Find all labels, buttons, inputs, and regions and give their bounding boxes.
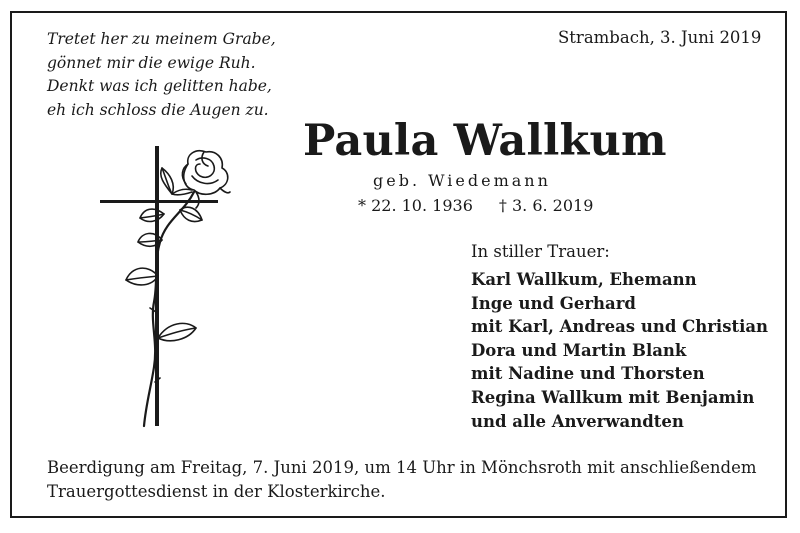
- place-date: Strambach, 3. Juni 2019: [558, 28, 762, 47]
- mourner-line: Inge und Gerhard: [471, 293, 636, 313]
- cross-with-rose-icon: [96, 142, 236, 436]
- deceased-name: Paula Wallkum: [303, 116, 667, 166]
- birth-date: * 22. 10. 1936: [358, 196, 473, 215]
- mourner-line: mit Karl, Andreas und Christian: [471, 317, 769, 337]
- poem-line: Denkt was ich gelitten habe,: [47, 77, 272, 96]
- mourner-line: Karl Wallkum, Ehemann: [471, 270, 697, 289]
- funeral-notice: [47, 456, 756, 503]
- life-dates: [358, 196, 593, 215]
- mourner-line: und alle Anverwandten: [471, 411, 684, 431]
- mourning-intro: In stiller Trauer:: [471, 242, 610, 261]
- funeral-line: Beerdigung am Freitag, 7. Juni 2019, um 14 Uhr in Mönchsroth mit anschließendem: [47, 458, 757, 477]
- mourner-line: mit Nadine und Thorsten: [471, 364, 705, 384]
- death-date: † 3. 6. 2019: [498, 196, 594, 215]
- poem: [47, 28, 276, 122]
- mourners-list: [471, 268, 768, 433]
- poem-line: eh ich schloss die Augen zu.: [47, 100, 269, 119]
- mourner-line: Dora und Martin Blank: [471, 340, 687, 360]
- funeral-line: Trauergottesdienst in der Klosterkirche.: [47, 481, 386, 501]
- poem-line: gönnet mir die ewige Ruh.: [47, 53, 256, 72]
- poem-line: Tretet her zu meinem Grabe,: [47, 30, 276, 48]
- birth-name: geb. Wiedemann: [373, 171, 551, 190]
- mourner-line: Regina Wallkum mit Benjamin: [471, 387, 755, 407]
